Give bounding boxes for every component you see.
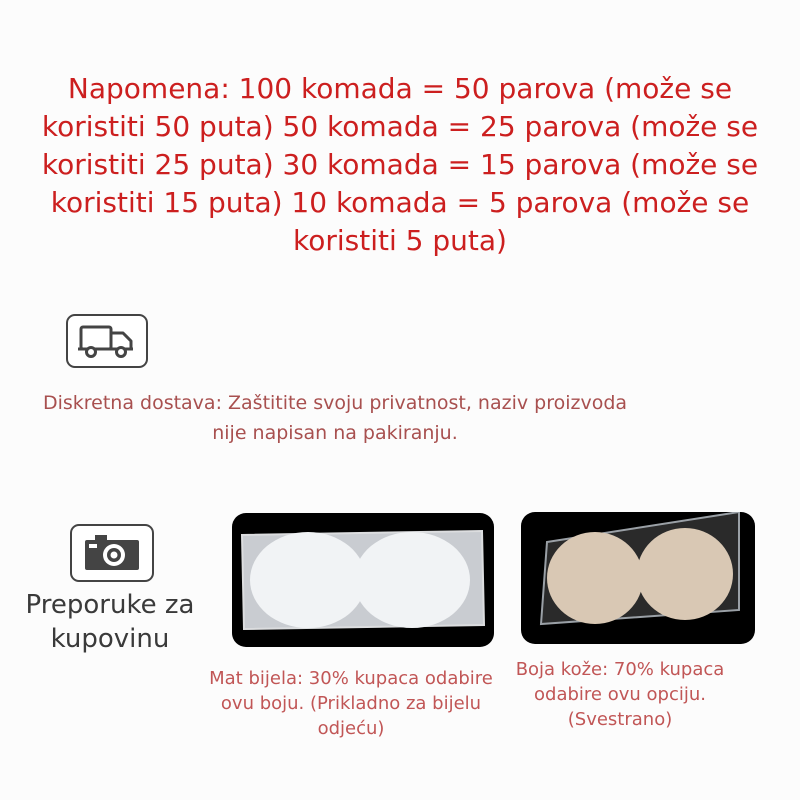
matte-white-pads-icon [232,513,494,647]
product-swatch [547,532,643,624]
product-swatch [354,532,470,628]
discreet-delivery-text: Diskretna dostava: Zaštitite svoju privatnost, naziv proizvoda nije napisan na pakiranju. [42,392,628,444]
purchase-recommendations-title: Preporuke za kupovinu [25,590,195,654]
product-swatch [250,532,366,628]
truck-icon [75,321,139,361]
skin-tone-pads-icon [521,512,755,644]
matte-white-product-image [232,513,494,647]
matte-white-caption: Mat bijela: 30% kupaca odabire ovu boju. (Prikladno za bijelu odjeću) [209,668,493,739]
product-swatch [637,528,733,620]
quantity-note: Napomena: 100 komada = 50 parova (može se koristiti 50 puta) 50 komada = 25 parova (može se koristiti 25 puta) 30 komada = 15 parova (može se koristiti 15 puta) 10 komada = 5 parova (može se koristiti 5 puta) [41,72,759,257]
skin-tone-caption: Boja kože: 70% kupaca odabire ovu opciju. (Svestrano) [515,659,725,730]
camera-icon [81,531,143,575]
recommendations-icon-box [70,524,154,582]
delivery-icon-box [66,314,148,368]
skin-tone-product-image [521,512,755,644]
